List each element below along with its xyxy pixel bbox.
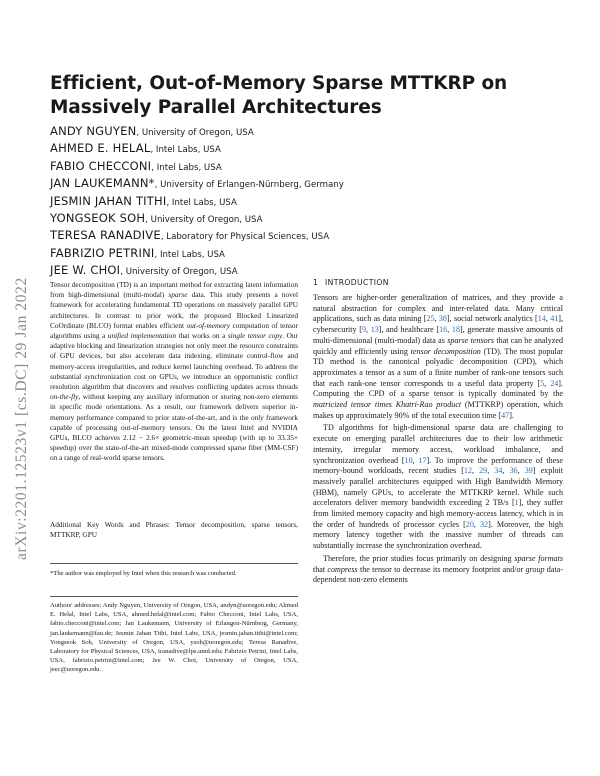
body-text: ] exploit massively parallel architectures equipped with High Bandwidth Memory (HBM), namely GPUs, to accelerate the MTTKRP kernel. While such accelerators deliver memory bandwidth exceeding 2 TB/s [ xyxy=(313,466,564,508)
body-text: , xyxy=(545,314,551,324)
author-name: JAN LAUKEMANN* xyxy=(50,176,155,191)
author-affiliation: , University of Oregon, USA xyxy=(120,267,238,278)
citation-link[interactable]: 18 xyxy=(451,325,460,335)
author-name: JESMIN JAHAN TITHI xyxy=(50,193,167,208)
author-affiliation: , Intel Labs, USA xyxy=(150,145,221,156)
abstract-emphasis: unified implementation xyxy=(107,331,176,341)
author-affiliation: , Laboratory for Physical Sciences, USA xyxy=(160,232,330,243)
body-text: , xyxy=(544,378,551,388)
citation-link[interactable]: 29 xyxy=(479,466,488,476)
citation-link[interactable]: 47 xyxy=(501,410,510,420)
intro-paragraph xyxy=(313,423,563,551)
author-name: FABIO CHECCONI xyxy=(50,158,152,173)
author-affiliation: , Intel Labs, USA xyxy=(166,197,237,208)
abstract xyxy=(50,280,298,464)
section-number: 1 xyxy=(313,278,319,287)
citation-link[interactable]: 10 xyxy=(404,455,413,465)
body-emphasis: sparse formats xyxy=(514,553,563,563)
citation-link[interactable]: 12 xyxy=(463,466,472,476)
abstract-text: computation of tensor algorithms using a xyxy=(50,320,298,341)
arxiv-identifier: arXiv:2201.12523v1 [cs.DC] 29 Jan 2022 xyxy=(13,277,30,560)
author-footnote: *The author was employed by Intel when this research was conducted. xyxy=(50,570,237,577)
intro-paragraph xyxy=(313,293,563,421)
author-affiliation: , Intel Labs, USA xyxy=(151,162,222,173)
author-entry xyxy=(50,246,570,263)
abstract-emphasis: out-of-memory xyxy=(186,320,230,330)
author-list xyxy=(50,124,570,281)
body-text: TD algorithms for high-dimensional sparse data are challenging to execute on emerging parallel architectures due to their low arithmetic intensity, irregular memory access, workload imbalance, and synchronization overhead [ xyxy=(313,423,563,465)
citation-link[interactable]: 1 xyxy=(514,498,519,508)
intro-paragraph xyxy=(313,554,563,586)
citation-link[interactable]: 5 xyxy=(540,378,545,388)
author-entry xyxy=(50,194,570,211)
body-text: , xyxy=(412,455,419,465)
citation-link[interactable]: 38 xyxy=(438,314,447,324)
author-entry xyxy=(50,176,570,193)
citation-link[interactable]: 14 xyxy=(537,314,546,324)
body-text: , xyxy=(471,466,480,476)
citation-link[interactable]: 9 xyxy=(361,325,366,335)
citation-link[interactable]: 16 xyxy=(439,325,448,335)
body-emphasis: compress xyxy=(327,564,358,574)
body-text: Tensors are higher-order generalization of matrices, and they provide a natural abstraction for complex and inter-related data. Many critical applications, such as data mining [ xyxy=(313,293,563,324)
body-text: , xyxy=(473,519,480,529)
body-text: , xyxy=(447,325,452,335)
citation-link[interactable]: 17 xyxy=(418,455,427,465)
author-entry xyxy=(50,228,570,245)
body-text: that xyxy=(313,564,328,574)
author-affiliation: , Intel Labs, USA xyxy=(154,249,225,260)
author-entry xyxy=(50,124,570,141)
abstract-text: , without keeping any auxiliary information or storing non-zero elements in specific mode orientations. As a result, our framework delivers superior in-memory performance compared to prior state-of-the-art, and is the xyxy=(50,392,298,422)
body-emphasis: sparse tensors xyxy=(447,335,495,345)
abstract-text: data. This study presents a novel framework for accelerating fundamental TD operations on massively parallel GPU architectures. In contrast to prior work, the proposed Blocked Linearized CoOrdinate (BLCO) format enables efficient xyxy=(50,290,299,330)
body-text: , xyxy=(487,466,495,476)
body-text: that can be analyzed quickly and efficiently using xyxy=(313,335,563,356)
body-text: ]. Computing the CPD of a sparse tensor is typically dominated by the xyxy=(313,378,563,399)
section-title: INTRODUCTION xyxy=(325,278,389,287)
author-entry xyxy=(50,211,570,228)
body-text: ]. To improve the performance of these memory-bound workloads, recent studies [ xyxy=(313,455,564,476)
keywords: Additional Key Words and Phrases: Tensor decomposition, sparse tensors, MTTKRP, GPU xyxy=(50,520,298,540)
author-name: TERESA RANADIVE xyxy=(50,228,161,243)
body-text: , xyxy=(366,325,371,335)
body-text: ], generate massive amounts of multi-dimensional (multi-modal) data as xyxy=(313,325,563,345)
body-text: , xyxy=(517,466,525,476)
citation-link[interactable]: 36 xyxy=(509,466,518,476)
paper-title: Efficient, Out-of-Memory Sparse MTTKRP on Massively Parallel Architectures xyxy=(50,73,508,118)
abstract-emphasis: only xyxy=(250,412,264,422)
abstract-text: Tensor decomposition (TD) is an important method for extracting latent information from high-dimensional (multi-modal) xyxy=(50,280,298,300)
author-name: AHMED E. HELAL xyxy=(50,141,151,156)
body-text: Therefore, the prior studies focus primarily on designing xyxy=(323,553,515,563)
citation-link[interactable]: 20 xyxy=(465,519,474,529)
author-name: JEE W. CHOI xyxy=(50,263,121,278)
citation-link[interactable]: 24 xyxy=(550,378,559,388)
body-text: , xyxy=(434,314,439,324)
body-text: ]. xyxy=(509,410,514,420)
author-entry xyxy=(50,141,570,158)
introduction-body xyxy=(313,293,563,586)
author-entry xyxy=(50,159,570,176)
citation-link[interactable]: 25 xyxy=(426,314,435,324)
abstract-emphasis: single tensor copy xyxy=(227,331,283,341)
author-name: FABRIZIO PETRINI xyxy=(50,245,155,260)
body-emphasis: group xyxy=(525,564,545,574)
body-text: ], they suffer from limited memory capacity and high memory-access latency, which is in the order of hundreds of processor cycles [ xyxy=(313,498,563,529)
abstract-emphasis: on-the-fly xyxy=(50,392,79,402)
citation-link[interactable]: 41 xyxy=(550,314,559,324)
body-emphasis: tensor decomposition xyxy=(410,346,481,356)
abstract-emphasis: sparse xyxy=(168,290,188,300)
citation-link[interactable]: 13 xyxy=(370,325,379,335)
citation-link[interactable]: 34 xyxy=(494,466,503,476)
body-text: ], and healthcare [ xyxy=(378,325,440,335)
body-emphasis: matricized tensor times Khatri-Rao product xyxy=(313,400,462,410)
abstract-text: framework capable of processing out-of-memory tensors. On the latest Intel and NVIDIA GPUs, BLCO achieves 2.12 − 2.6× geometric-mean speedup (with up to 33.35× speedup) over the state-of-the-art mixed-mode compressed sparse fiber (MM-CSF) on a range of real-world sparse tensors. xyxy=(50,412,298,463)
citation-link[interactable]: 32 xyxy=(479,519,489,529)
abstract-text: that works on a xyxy=(175,331,228,341)
body-text: ]. Moreover, the high memory latency together with the massive number of threads can substantially increase the synchronization overhead. xyxy=(313,519,563,551)
body-text: ], social network analytics [ xyxy=(446,314,538,324)
body-text: ], cybersecurity [ xyxy=(313,314,564,335)
body-text: , xyxy=(502,466,510,476)
body-text: data-dependent non-zero elements xyxy=(313,564,563,585)
address-divider xyxy=(50,596,298,597)
body-text: the tensor to decrease its memory footprint and/or xyxy=(357,564,526,574)
body-text: (MTTKRP) operation, which makes up approximately 90% of the total execution time [ xyxy=(313,400,563,420)
author-affiliation: , University of Oregon, USA xyxy=(145,215,263,226)
footnote-divider xyxy=(50,563,298,564)
author-name: ANDY NGUYEN xyxy=(50,124,137,138)
author-affiliation: , University of Erlangen-Nürnberg, Germany xyxy=(154,180,344,191)
author-affiliation: , University of Oregon, USA xyxy=(136,128,254,138)
body-text: (TD). The most popular TD method is the canonical polyadic decomposition (CPD), which approximates a tensor as a sum of a finite number of rank-one tensors such that each rank-one tensor corresponds to a useful data property [ xyxy=(313,346,563,388)
author-name: YONGSEOK SOH xyxy=(50,211,146,226)
abstract-text: . Our adaptive blocking and linearization strategies not only meet the resource constraints of GPU devices, but also accelerate data indexing, eliminate control-flow and memory-access irregularities, and reduce kernel launching overhead. To address the substantial synchronization cost on GPUs, we introduce an opportunistic conflict resolution algorithm that discovers and resolves conflicting updates across threads xyxy=(50,331,298,392)
author-addresses: Authors' addresses: Andy Nguyen, University of Oregon, USA, andyn@uoregon.edu; Ahmed E. Helal, Intel Labs, USA, ahmed.helal@intel.com; Fabio Checconi, Intel Labs, USA, fabio.checconi@intel.com; Jan Laukemann, University of Erlangen-Nürnberg, Germany, jan.laukemann@fau.de; Jesmin Jahan Tithi, Intel Labs, USA, jesmin.jahan.tithi@intel.com; Yongseok Soh, University of Oregon, USA, ysoh@uoregon.edu; Teresa Ranadive, Laboratory for Physical Sciences, USA, tranadive@lps.umd.edu; Fabrizio Petrini, Intel Labs, USA, fabrizio.petrini@intel.com; Jee W. Choi, University of Oregon, USA, jeec@uoregon.edu. xyxy=(50,602,298,674)
section-heading xyxy=(313,278,563,287)
citation-link[interactable]: 39 xyxy=(524,466,533,476)
